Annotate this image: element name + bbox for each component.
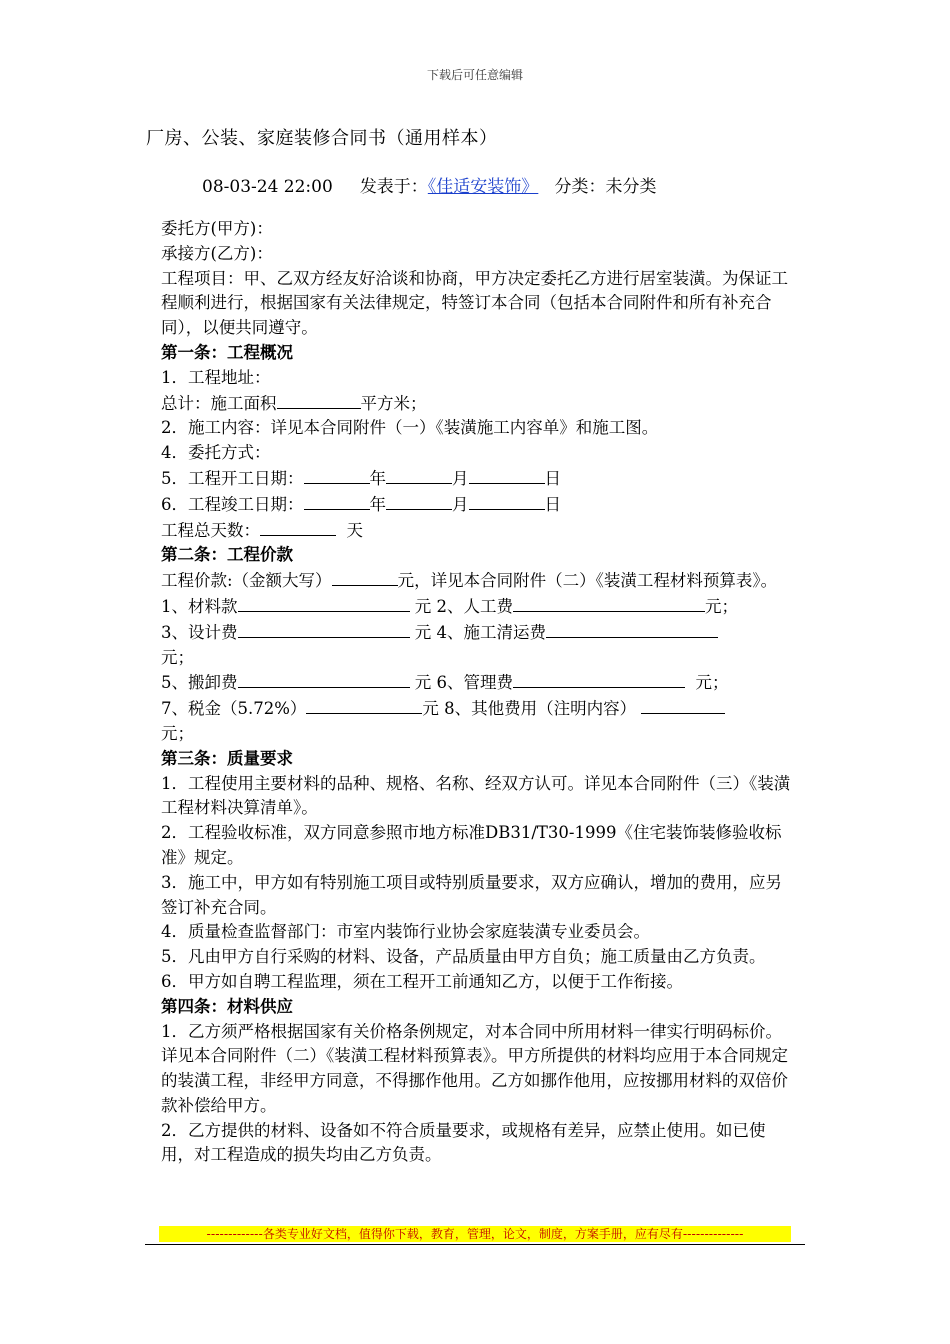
supply-item-2: 2．乙方提供的材料、设备如不符合质量要求，或规格有差异，应禁止使用。如已使用，对工程造成的损失均由乙方负责。	[161, 1120, 766, 1165]
clearance-fee-label: 元 4、施工清运费	[414, 622, 546, 642]
article-1-heading: 第一条：工程概况	[161, 342, 293, 362]
fee-line-3	[161, 670, 793, 696]
labor-fee-label: 元 2、人工费	[414, 596, 513, 616]
footer-divider	[145, 1244, 805, 1245]
quality-item-4: 4．质量检查监督部门：市室内装饰行业协会家庭装潢专业委员会。	[161, 922, 650, 942]
material-fee-label: 1、材料款	[161, 596, 238, 616]
price-blank	[332, 568, 398, 586]
other-fee-label: 元 8、其他费用（注明内容）	[422, 699, 637, 719]
yuan-unit: 元；	[161, 723, 194, 743]
design-fee-label: 3、设计费	[161, 622, 238, 642]
price-line	[161, 568, 793, 594]
price-label: 工程价款:（金额大写）	[161, 571, 332, 591]
area-unit: 平方米；	[360, 393, 427, 413]
start-date-label: 5．工程开工日期：	[161, 468, 304, 488]
supply-item-1: 1．乙方须严格根据国家有关价格条例规定，对本合同中所用材料一律实行明码标价。详见本合同附件（二）《装潢工程材料预算表》。甲方所提供的材料均应用于本合同规定的装潢工程，非经甲方同意，不得挪作他用。乙方如挪作他用，应按挪用材料的双倍价款补偿给甲方。	[161, 1021, 788, 1115]
author-link[interactable]: 《佳适安装饰》	[427, 177, 539, 197]
area-blank	[277, 391, 361, 409]
article-4-heading: 第四条：材料供应	[161, 996, 293, 1016]
other-fee-blank	[641, 696, 725, 714]
article-2-heading: 第二条：工程价款	[161, 545, 293, 565]
labor-fee-blank	[513, 594, 705, 612]
tax-blank	[306, 696, 422, 714]
year-label: 年	[369, 468, 386, 488]
start-date-line	[161, 466, 793, 492]
day-label: 日	[544, 468, 561, 488]
area-label: 总计：施工面积	[161, 393, 277, 413]
project-paragraph: 工程项目：甲、乙双方经友好洽谈和协商，甲方决定委托乙方进行居室装潢。为保证工程顺利进行，根据国家有关法律规定，特签订本合同（包括本合同附件和所有补充合同），以便共同遵守。	[161, 268, 788, 338]
price-detail: 元，详见本合同附件（二）《装潢工程材料预算表》。	[397, 571, 778, 591]
day-label: 日	[544, 494, 561, 514]
total-days-label: 工程总天数：	[161, 520, 260, 540]
end-month-blank	[386, 492, 452, 510]
yuan-unit: 元；	[695, 673, 729, 693]
posted-prefix: 发表于：	[359, 177, 428, 197]
start-month-blank	[386, 466, 452, 484]
management-fee-label: 元 6、管理费	[414, 673, 513, 693]
end-date-line	[161, 492, 793, 518]
quality-item-6: 6．甲方如自聘工程监理，须在工程开工前通知乙方，以便于工作衔接。	[161, 971, 683, 991]
fee-line-4	[161, 696, 793, 747]
quality-item-1: 1．工程使用主要材料的品种、规格、名称、经双方认可。详见本合同附件（三）《装潢工程材料决算清单》。	[161, 773, 791, 818]
end-date-label: 6．工程竣工日期：	[161, 494, 304, 514]
end-year-blank	[304, 492, 370, 510]
page-header-note: 下载后可任意编辑	[426, 68, 523, 82]
tax-label: 7、税金（5.72%）	[161, 699, 307, 719]
area-line	[161, 391, 793, 417]
handling-fee-blank	[238, 670, 410, 688]
method-line: 4．委托方式：	[161, 443, 271, 463]
post-date: 08-03-24 22:00	[202, 177, 333, 197]
quality-item-5: 5．凡由甲方自行采购的材料、设备，产品质量由甲方自负；施工质量由乙方负责。	[161, 947, 766, 967]
days-unit: 天	[346, 520, 363, 540]
footer-banner: -------------各类专业好文档，值得你下载，教育，管理，论文，制度，方案手册，应有尽有--------------	[159, 1226, 791, 1242]
total-days-line	[161, 518, 793, 544]
post-category: 分类：未分类	[554, 177, 657, 197]
total-days-blank	[260, 518, 336, 536]
party-a-line: 委托方(甲方)：	[161, 219, 273, 238]
year-label: 年	[369, 494, 386, 514]
quality-item-3: 3．施工中，甲方如有特别施工项目或特别质量要求，双方应确认，增加的费用，应另签订补充合同。	[161, 872, 782, 917]
yuan-unit: 元；	[161, 647, 194, 667]
handling-fee-label: 5、搬卸费	[161, 673, 238, 693]
design-fee-blank	[238, 620, 410, 638]
party-b-line: 承接方(乙方)：	[161, 243, 273, 263]
yuan-unit: 元；	[705, 596, 738, 616]
contract-body	[161, 217, 793, 1168]
quality-item-2: 2．工程验收标准，双方同意参照市地方标准DB31/T30-1999《住宅装饰装修验收标准》规定。	[161, 823, 782, 867]
management-fee-blank	[513, 670, 685, 688]
month-label: 月	[452, 494, 469, 514]
material-fee-blank	[238, 594, 410, 612]
fee-line-1	[161, 594, 793, 620]
end-day-blank	[469, 492, 545, 510]
start-day-blank	[469, 466, 545, 484]
fee-line-2	[161, 620, 793, 671]
month-label: 月	[452, 468, 469, 488]
start-year-blank	[304, 466, 370, 484]
document-title: 厂房、公装、家庭装修合同书（通用样本）	[146, 128, 498, 149]
article-3-heading: 第三条：质量要求	[161, 748, 293, 768]
content-line: 2．施工内容：详见本合同附件（一）《装潢施工内容单》和施工图。	[161, 418, 659, 438]
address-line: 1．工程地址：	[161, 367, 271, 387]
clearance-fee-blank	[546, 620, 718, 638]
post-meta	[202, 172, 657, 197]
